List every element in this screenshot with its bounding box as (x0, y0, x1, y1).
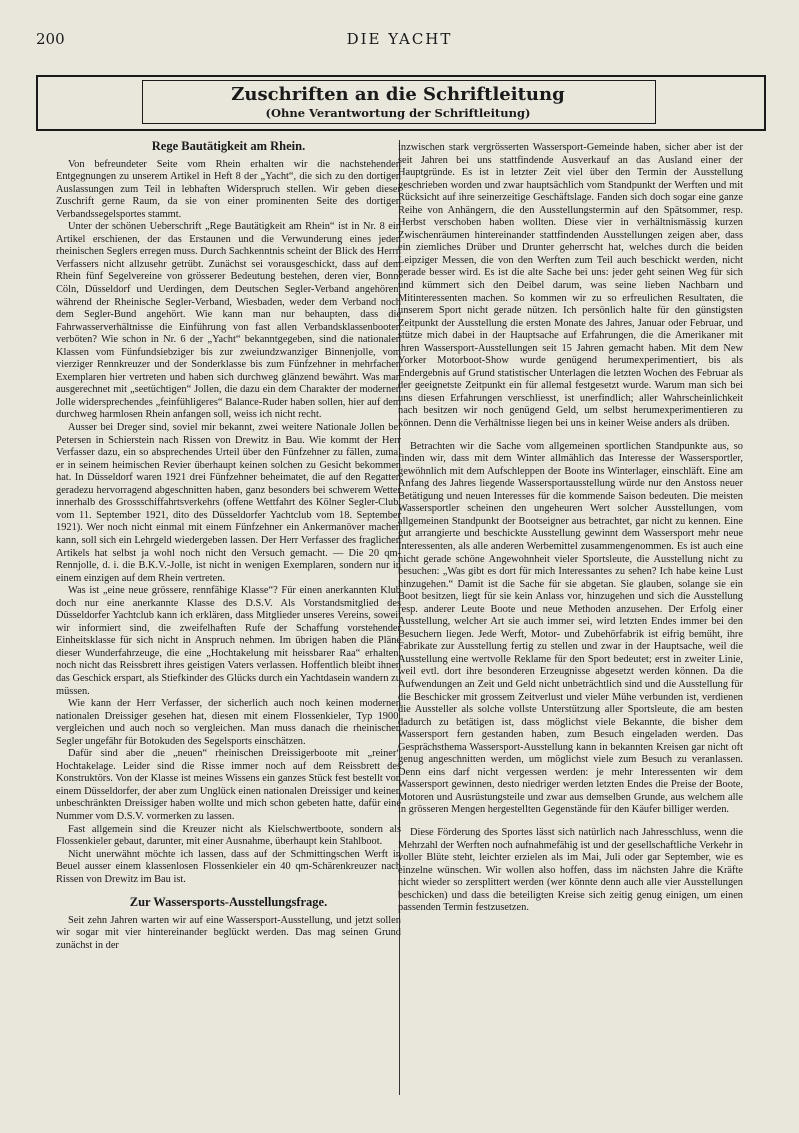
paragraph: Betrachten wir die Sache vom allgemeinen sportlichen Standpunkte aus, so finden wir, dass mit dem Winter allmählich das Interesse der Wassersportler, gewöhnlich mit dem Aufschleppen der Boote ins Winterlager, einschläft. Eine am Anfang des Jahres liegende Wassersportausstellung würde nur den Anstoss neuer Betätigung und neuen Interesses für die kommende Saison bedeuten. Die meisten Wassersportler scheinen den ungeheuren Wert solcher Ausstellungen, vom allgemeinen Standpunkt der Bootseigner aus betrachtet, gar nicht zu kennen. Eine gut arrangierte und beschickte Ausstellung gewinnt dem Wassersport mehr neue Interessenten, als alle anderen Werbemittel zusammengenommen. Es ist auch eine nicht gerade schöne Angewohnheit vieler Sportsleute, die Ausstellung nicht zu besuchen: „Was gibt es dort für mich Interessantes zu sehen? Ich habe keine Lust hinzugehen.“ Damit ist die Sache für sie abgetan. Sie glauben, solange sie ein Boot besitzen, liegt für sie kein Anlass vor, hinzugehen und sich die Ausstellung resp. anderer Leute Boote und neue Methoden anzusehen. Der Erfolg einer Ausstellung, welcher Art sie auch immer sei, wird letzten Endes immer bei den Besuchern liegen. Jede Werft, Motor- und Zubehörfabrik ist eifrig bemüht, ihre Fabrikate zur Ausstellung fertig zu stellen und zwar in der Hauptsache, weil die Ausstellung eine wertvolle Reklame für den Sport bedeutet; erst in zweiter Linie, weil evtl. dort ihre besonderen Erzeugnisse abgesetzt werden können. Da die Aufwendungen an Zeit und Geld nicht unbeträchtlich sind und die Ausstellung für die Beschicker mit grossem Zeitverlust und vieler Mühe verbunden ist, verdienen die Aussteller als solche vollste Unterstützung aller Sportsleute, die am besten dadurch zu betätigen ist, dass möglichst viele Bekannte, die bisher dem Wassersport fern gestanden haben, zum Besuch eingeladen werden. Das Gesprächsthema Wassersport-Ausstellung kann in bekannten Kreisen gar nicht oft genug angeschnitten werden, um möglichst viele zum Besuch zu veranlassen. Denn eins darf nicht vergessen werden: je mehr Interessenten wir dem Wassersport gewinnen, desto niedriger werden letzten Endes die Preise der Boote, Motoren und Ausrüstungsteile und zwar aus demselben Grunde, aus welchem alle in grösseren Mengen hergestellten Gegenstände für den Käufer billiger werden. (398, 440, 743, 816)
right-column (398, 142, 743, 915)
paragraph: Diese Förderung des Sportes lässt sich natürlich nach Jahresschluss, wenn die Mehrzahl der Werften noch aufnahmefähig ist und der gesellschaftliche Verkehr in voller Blüte steht, leichter erzielen als im Mai, Juli oder gar September, wie es einzelne wünschen. Wir wollen also hoffen, dass im nächsten Jahre die Kräfte nicht wieder so zersplittert werden (wer könnte denn auch alle vier Ausstellungen beschicken) und dass die beteiligten Kreise sich zeitig genug einigen, um einen passenden Termin festzusetzen. (398, 826, 743, 914)
left-column (56, 140, 401, 952)
paragraph-gap (398, 431, 743, 441)
paragraph: Dafür sind aber die „neuen“ rheinischen Dreissigerboote mit „reiner“ Hochtakelage. Leider sind die Risse immer noch auf dem Reissbrett des Konstruktörs. Von der Klasse ist meines Wissens ein ganzes Stück fest bestellt von einem Düsseldorfer, der aber zum Unglück einen nationalen Dreissiger und keinen unbeschränkten Dreissiger haben wollte und mich schon gebeten hatte, dafür eine Nummer vom D.S.V. vormerken zu lassen. (56, 748, 401, 822)
paragraph: Nicht unerwähnt möchte ich lassen, dass auf der Schmittingschen Werft in Beuel ausser einem klassenlosen Flossenkieler ein 40 qm-Schärenkreuzer nach Rissen von Drewitz im Bau ist. (56, 848, 401, 885)
paragraph: Wie kann der Herr Verfasser, der sicherlich auch noch keinen modernen nationalen Dreissiger gesehen hat, diesen mit einem Flossenkieler, Typ 1900, vergleichen und auch noch so vergleichen. Man muss danach die rheinischen Segler ungefähr für Botokuden des Segelsports einschätzen. (56, 698, 401, 747)
section-title: Zuschriften an die Schriftleitung (231, 84, 565, 105)
paragraph: Seit zehn Jahren warten wir auf eine Wassersport-Ausstellung, und jetzt sollen wir sogar mit vier hintereinander beglückt werden. Das mag seinen Grund zunächst in der (56, 914, 401, 951)
paragraph: Fast allgemein sind die Kreuzer nicht als Kielschwertboote, sondern als Flossenkieler gebaut, darunter, mit einer Ausnahme, überhaupt kein Stahlboot. (56, 823, 401, 848)
paragraph: Unter der schönen Ueberschrift „Rege Bautätigkeit am Rhein“ ist in Nr. 8 ein Artikel erschienen, der das Erstaunen und die Verwunderung eines jeden rheinischen Seglers erregen muss. Durch Sachkenntnis scheint der Blick des Herrn Verfassers nicht allzusehr getrübt. Zunächst sei vorausgeschickt, dass auf dem Rhein fünf Segelvereine von grösserer Bedeutung bestehen, deren vier, Bonn, Cöln, Düsseldorf und Uerdingen, dem Deutschen Segler-Verband angehören, während der Rheinische Segler-Verband, Wiesbaden, weder dem Verband noch dem Segler-Bund angehört. Wie kann man nur behaupten, dass die Fahrwasserverhältnisse die Einführung von fast allen Verbandsklassenbooten verböten? Wie schon in Nr. 6 der „Yacht“ bekanntgegeben, sind die nationalen Klassen vom Fünfundsiebziger bis zur zweiundzwanziger Binnenjolle, vom vierziger Rennkreuzer und der Sonderklasse bis zum Fünfzehner in mehrfachen Exemplaren hier vertreten und haben sich durchweg glänzend bewährt. Was man ausgerechnet mit „seetüchtigen“ Jollen, die dazu ein dem Charakter der modernen Jolle widersprechendes „feinfühligeres“ Balance-Ruder haben sollen, hier auf dem durchweg harmlosen Rhein anfangen soll, weiss ich nicht recht. (56, 221, 401, 421)
paragraph: inzwischen stark vergrösserten Wassersport-Gemeinde haben, sicher aber ist der seit Jahren bei uns stattfindende Ausverkauf an das Ausland einer der Hauptgründe. Es ist in letzter Zeit viel über den Termin der Ausstellung geschrieben worden und zwar hauptsächlich vom Standpunkt der Werften und mit Rücksicht auf ihre seinerzeitige Geschäftslage. Fanden sich doch sogar eine ganze Reihe von Anhängern, die den Ausstellungstermin auf den Spätsommer, resp. Herbst verschoben haben wollten. Diese vier in verhältnismässig kurzen Zwischenräumen hintereinander stattfindenden Ausstellungen zeigen aber, dass ein ziemliches Drüber und Drunter geherrscht hat, welches durch die beiden Leipziger Messen, die von den Werften zum Teil auch beschickt werden, nicht gerade besser wird. Es ist die alte Sache bei uns: jeder geht seinen Weg für sich und kümmert sich den Deibel darum, was seine lieben Nachbarn und Mitinteressenten machen. So kommen wir zu so erfreulichen Resultaten, die unserem Sport nicht gerade nützen. Ich persönlich halte für den günstigsten Zeitpunkt der Ausstellung die ersten Monate des Jahres, Januar oder Februar, und stütze mich dabei in der Hauptsache auf Erfahrungen, die die Amerikaner mit ihren Wassersport-Ausstellungen seit 15 Jahren gemacht haben. Mit dem New Yorker Motorboot-Show wurde genügend herumexperimentiert, bis als Endergebnis auf Grund statistischer Unterlagen die letzten Wochen des Februar als der geeignetste Zeitpunkt ein für allemal festgesetzt wurde. Warum man sich bei uns diesen Erfahrungen verschliesst, ist unerfindlich; aller Wahrscheinlichkeit nach besitzen wir noch genügend Geld, um selbst herumexperimentieren zu können. Denn die Verhältnisse liegen bei uns in keiner Weise anders als drüben. (398, 142, 743, 430)
page-number: 200 (36, 30, 65, 48)
paragraph: Von befreundeter Seite vom Rhein erhalten wir die nachstehenden Entgegnungen zu unserem Artikel in Heft 8 der „Yacht“, die sich zu den dortigen Auslassungen zum Teil in lebhaften Widerspruch stellen. Wir geben dieser Zuschrift gerne Raum, da sie von einer prominenten Seite des dortigen Verbandssegelsportes stammt. (56, 158, 401, 220)
paragraph: Ausser bei Dreger sind, soviel mir bekannt, zwei weitere Nationale Jollen bei Petersen in Schierstein nach Rissen von Drewitz in Bau. Wie kommt der Herr Verfasser dazu, ein so absprechendes Urteil über den Fünfzehner zu fällen, zumal er in seinem heimischen Revier überhaupt keinen solchen zu Gesicht bekommen hat. In Düsseldorf waren 1921 drei Fünfzehner beheimatet, die auf den Regatten geradezu hervorragend abgeschnitten haben, ganz besonders bei schwerem Wetter innerhalb des Grossschiffahrtsverkehrs (offene Wettfahrt des Kölner Segler-Club, vom 11. September 1921, dito des Düsseldorfer Yachtclub vom 18. September 1921). Wer noch nicht einmal mit einem Fünfzehner ein Ankermanöver machen kann, soll sich ein Lehrgeld wiedergeben lassen. Der Herr Verfasser des fraglichen Artikels hat selbst ja wohl noch nicht den Versuch gemacht. — Die 20 qm-Rennjolle, d. i. die B.K.V.-Jolle, ist nicht in wenigen Exemplaren, sondern nur in einem einzigen auf dem Rhein vertreten. (56, 422, 401, 584)
running-title: DIE YACHT (346, 30, 453, 48)
article-title: Zur Wassersports-Ausstellungsfrage. (129, 895, 328, 910)
section-subtitle: (Ohne Verantwortung der Schriftleitung) (265, 106, 531, 120)
paragraph-gap (398, 817, 743, 827)
article-title: Rege Bautätigkeit am Rhein. (151, 139, 306, 153)
paragraph: Was ist „eine neue grössere, rennfähige Klasse“? Für einen anerkannten Klub doch nur eine anerkannte Klasse des D.S.V. Als Vorstandsmitglied des Düsseldorfer Yachtclub kann ich erklären, dass Mitglieder unseres Vereins, soweit wir informiert sind, die zweifelhaften Rufe der Schaffung vorstehender Einheitsklasse für sich nicht in Anspruch nehmen. Im übrigen haben die Pläne dieser Wunderfahrzeuge, die eine „Hochtakelung mit heissbarer Raa“ erhalten, noch nicht das Reissbrett ihres geistigen Vaters verlassen. Hoffentlich bleibt ihnen das Geschick erspart, als Stiefkinder des Glücks durch ein Yachtdasein wandern zu müssen. (56, 585, 401, 697)
